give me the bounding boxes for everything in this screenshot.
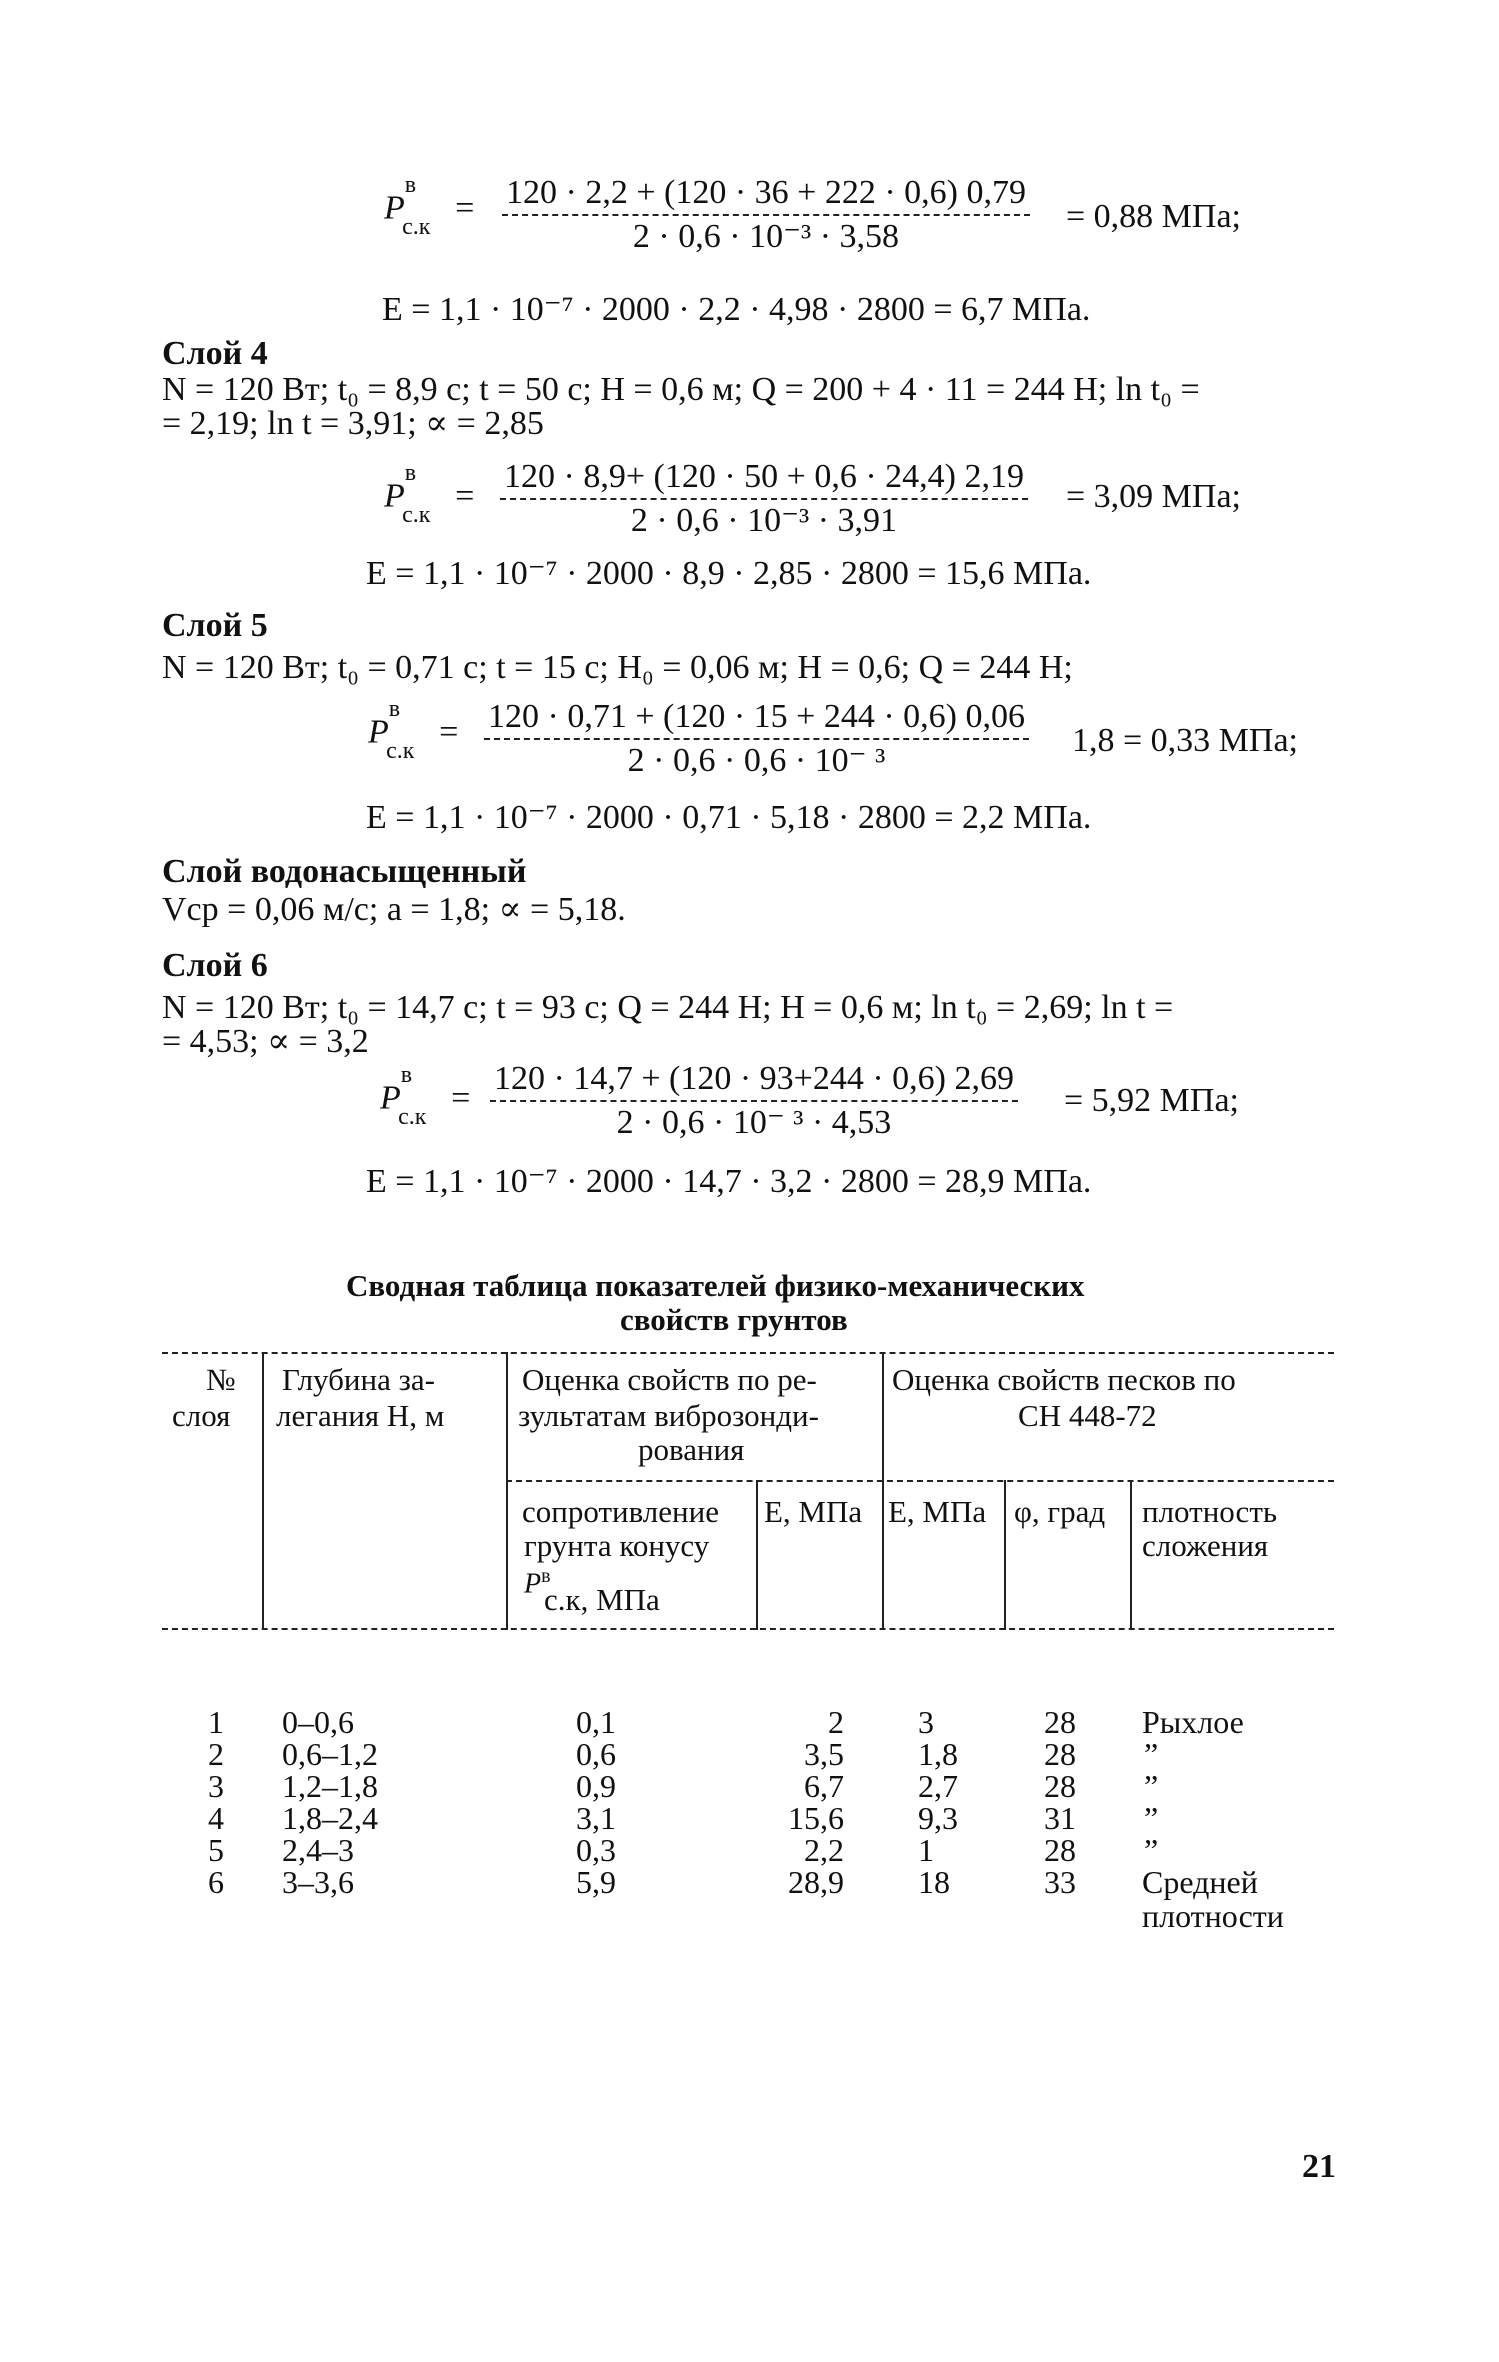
formula1-fraction <box>502 172 1030 258</box>
formula4-numerator: 120 · 14,7 + (120 · 93+244 · 0,6) 2,69 <box>490 1058 1018 1102</box>
th-dens-2: сложения <box>1142 1528 1269 1563</box>
table-row-2-phi: 28 <box>1044 1736 1076 1772</box>
table-vline-2 <box>506 1352 508 1630</box>
th-vib-3: рования <box>638 1432 745 1467</box>
table-row-5-e2: 1 <box>918 1832 934 1868</box>
th-vib-1: Оценка свойств по ре- <box>522 1362 817 1397</box>
table-row-3-e2: 2,7 <box>918 1768 958 1804</box>
formula3-fraction <box>484 696 1029 782</box>
th-resist-4: с.к, МПа <box>544 1582 660 1617</box>
table-row-1-p: 0,1 <box>576 1704 616 1740</box>
table-vline-3 <box>756 1480 758 1630</box>
formula2-denominator: 2 · 0,6 · 10⁻³ · 3,91 <box>630 502 898 539</box>
page-number: 21 <box>1302 2148 1336 2185</box>
table-row-6-dens-extra: плотности <box>1142 1898 1284 1934</box>
table-row-5-dens: ” <box>1144 1832 1159 1868</box>
th-sn-2: СН 448-72 <box>1018 1398 1157 1433</box>
formula2-result: = 3,09 МПа; <box>1066 478 1241 515</box>
formula4-lhs: $P^в_{с.к}$ = <box>380 1062 472 1131</box>
table-row-4-e2: 9,3 <box>918 1800 958 1836</box>
formula4-e: E = 1,1 · 10⁻⁷ · 2000 · 14,7 · 3,2 · 2800 = 28,9 МПа. <box>366 1163 1092 1200</box>
formula3-denominator: 2 · 0,6 · 0,6 · 10⁻ ³ <box>627 742 886 779</box>
table-row-6-dens: Средней <box>1142 1864 1258 1900</box>
th-no-1: № <box>206 1362 236 1397</box>
table-row-5-e: 2,2 <box>804 1832 844 1868</box>
table-row-1-dens: Рыхлое <box>1142 1704 1244 1740</box>
formula2-numerator: 120 · 8,9+ (120 · 50 + 0,6 · 24,4) 2,19 <box>500 456 1028 500</box>
table-row-2-dens: ” <box>1144 1736 1159 1772</box>
th-resist-3: $P^в$ <box>524 1565 551 1600</box>
table-row-1-e: 2 <box>828 1704 844 1740</box>
table-row-4-dens: ” <box>1144 1800 1159 1836</box>
table-row-6-phi: 33 <box>1044 1864 1076 1900</box>
table-row-3-e: 6,7 <box>804 1768 844 1804</box>
formula3-numerator: 120 · 0,71 + (120 · 15 + 244 · 0,6) 0,06 <box>484 696 1029 740</box>
table-row-3-p: 0,9 <box>576 1768 616 1804</box>
table-row-4-phi: 31 <box>1044 1800 1076 1836</box>
formula1-result: = 0,88 МПа; <box>1066 198 1241 235</box>
table-mid-rule <box>506 1480 1334 1482</box>
formula1-numerator: 120 · 2,2 + (120 · 36 + 222 · 0,6) 0,79 <box>502 172 1030 216</box>
table-top-rule <box>162 1352 1334 1354</box>
th-phi: φ, град <box>1014 1494 1106 1529</box>
table-row-4-no: 4 <box>208 1800 224 1836</box>
section6-line1: N = 120 Вт; t₀ = 14,7 с; t = 93 с; Q = 244 Н; H = 0,6 м; ln t₀ = 2,69; ln t = <box>162 989 1174 1026</box>
section6-title: Слой 6 <box>162 947 268 984</box>
table-vline-4 <box>882 1352 884 1630</box>
table-row-3-phi: 28 <box>1044 1768 1076 1804</box>
formula4-denominator: 2 · 0,6 · 10⁻ ³ · 4,53 <box>616 1104 892 1141</box>
table-row-1-depth: 0–0,6 <box>282 1704 354 1740</box>
formula1-lhs: $P^в_{с.к}$ = <box>384 172 476 241</box>
formula3-result: 1,8 = 0,33 МПа; <box>1072 722 1298 759</box>
th-depth-1: Глубина за- <box>282 1362 435 1397</box>
table-row-6-no: 6 <box>208 1864 224 1900</box>
formula3-lhs: $P^в_{с.к}$ = <box>368 696 460 765</box>
th-no-2: слоя <box>172 1398 231 1433</box>
th-e2: E, МПа <box>888 1494 987 1529</box>
th-resist-1: сопротивление <box>522 1494 719 1529</box>
table-row-1-no: 1 <box>208 1704 224 1740</box>
table-vline-6 <box>1130 1480 1132 1630</box>
table-row-2-depth: 0,6–1,2 <box>282 1736 378 1772</box>
formula2-e: E = 1,1 · 10⁻⁷ · 2000 · 8,9 · 2,85 · 2800 = 15,6 МПа. <box>366 555 1092 592</box>
table-row-6-p: 5,9 <box>576 1864 616 1900</box>
section5-title: Слой 5 <box>162 607 268 644</box>
section4-line1: N = 120 Вт; t₀ = 8,9 с; t = 50 с; H = 0,6 м; Q = 200 + 4 · 11 = 244 Н; ln t₀ = <box>162 371 1200 408</box>
table-row-5-no: 5 <box>208 1832 224 1868</box>
table-row-6-e: 28,9 <box>788 1864 844 1900</box>
table-row-3-dens: ” <box>1144 1768 1159 1804</box>
table-row-2-e: 3,5 <box>804 1736 844 1772</box>
th-resist-2: грунта конусу <box>524 1528 710 1563</box>
formula1-denominator: 2 · 0,6 · 10⁻³ · 3,58 <box>632 218 900 255</box>
section5-line1: N = 120 Вт; t₀ = 0,71 с; t = 15 с; H₀ = 0,06 м; H = 0,6; Q = 244 Н; <box>162 649 1073 686</box>
table-title-line2: свойств грунтов <box>620 1302 848 1337</box>
table-row-4-p: 3,1 <box>576 1800 616 1836</box>
table-row-3-no: 3 <box>208 1768 224 1804</box>
th-depth-2: легания H, м <box>276 1398 445 1433</box>
table-vline-1 <box>262 1352 264 1630</box>
section4-title: Слой 4 <box>162 335 268 372</box>
table-row-4-e: 15,6 <box>788 1800 844 1836</box>
th-vib-2: зультатам виброзонди- <box>518 1398 819 1433</box>
th-sn-1: Оценка свойств песков по <box>892 1362 1236 1397</box>
formula3-e: E = 1,1 · 10⁻⁷ · 2000 · 0,71 · 5,18 · 2800 = 2,2 МПа. <box>366 799 1092 836</box>
table-row-2-p: 0,6 <box>576 1736 616 1772</box>
formula1-e: E = 1,1 · 10⁻⁷ · 2000 · 2,2 · 4,98 · 2800 = 6,7 МПа. <box>382 291 1091 328</box>
formula2-lhs: $P^в_{с.к}$ = <box>384 460 476 529</box>
table-row-5-depth: 2,4–3 <box>282 1832 354 1868</box>
table-row-6-depth: 3–3,6 <box>282 1864 354 1900</box>
table-row-6-e2: 18 <box>918 1864 950 1900</box>
formula4-result: = 5,92 МПа; <box>1064 1082 1239 1119</box>
table-row-5-phi: 28 <box>1044 1832 1076 1868</box>
section4-line2: = 2,19; ln t = 3,91; ∝ = 2,85 <box>162 405 544 442</box>
table-title-line1: Сводная таблица показателей физико-механических <box>346 1268 1085 1303</box>
table-row-5-p: 0,3 <box>576 1832 616 1868</box>
section-water-line1: Vср = 0,06 м/с; a = 1,8; ∝ = 5,18. <box>162 891 626 928</box>
table-head-bottom-rule <box>162 1628 1334 1630</box>
section6-line2: = 4,53; ∝ = 3,2 <box>162 1023 369 1060</box>
table-row-1-e2: 3 <box>918 1704 934 1740</box>
table-vline-5 <box>1004 1480 1006 1630</box>
section-water-title: Слой водонасыщенный <box>162 853 527 890</box>
table-row-2-no: 2 <box>208 1736 224 1772</box>
th-e1: E, МПа <box>764 1494 863 1529</box>
formula2-fraction <box>500 456 1028 542</box>
table-row-1-phi: 28 <box>1044 1704 1076 1740</box>
table-row-2-e2: 1,8 <box>918 1736 958 1772</box>
formula4-fraction <box>490 1058 1018 1144</box>
th-dens-1: плотность <box>1142 1494 1278 1529</box>
table-row-4-depth: 1,8–2,4 <box>282 1800 378 1836</box>
table-row-3-depth: 1,2–1,8 <box>282 1768 378 1804</box>
